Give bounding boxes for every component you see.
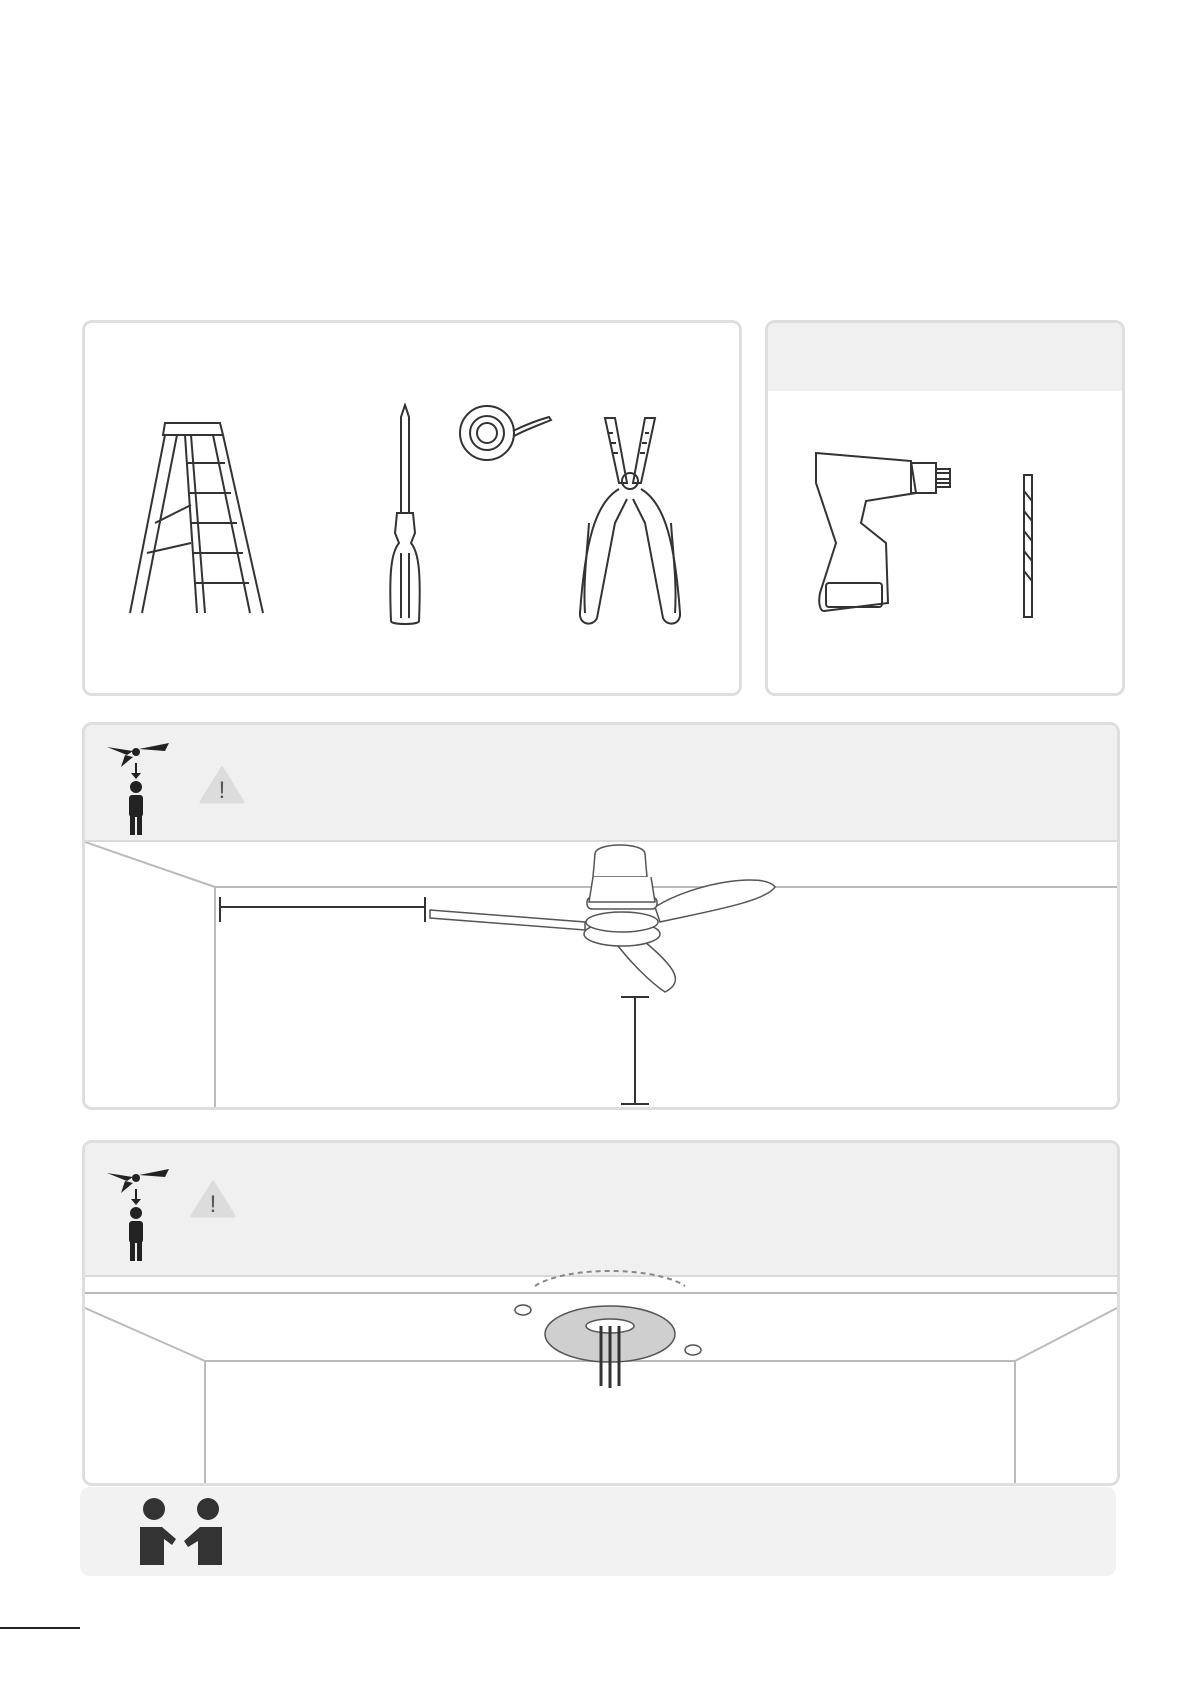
footer-rule (0, 1627, 80, 1629)
wire-stripper-icon (575, 413, 685, 633)
tools-optional-header (768, 323, 1122, 391)
fan-over-person-icon (103, 1163, 173, 1263)
power-drill-icon (806, 443, 966, 623)
warning-triangle-icon (189, 1179, 237, 1219)
warning-triangle-icon (198, 765, 246, 805)
clearance-warning-panel (82, 722, 1120, 1110)
room-clearance-diagram (85, 842, 1117, 1107)
ceiling-box-warning-panel (82, 1140, 1120, 1486)
drill-bit-icon (1016, 471, 1040, 621)
electrical-tape-icon (455, 403, 555, 463)
step-ladder-icon (125, 413, 275, 623)
two-persons-icon (136, 1495, 226, 1565)
screwdriver-icon (385, 403, 425, 628)
ceiling-outlet-diagram (85, 1256, 1117, 1483)
two-person-notice (80, 1487, 1116, 1576)
warning-symbol: ! (218, 777, 226, 804)
tools-optional-panel (765, 320, 1125, 696)
tools-required-panel (82, 320, 742, 696)
fan-over-person-icon (103, 737, 173, 837)
warning-symbol: ! (209, 1191, 217, 1218)
